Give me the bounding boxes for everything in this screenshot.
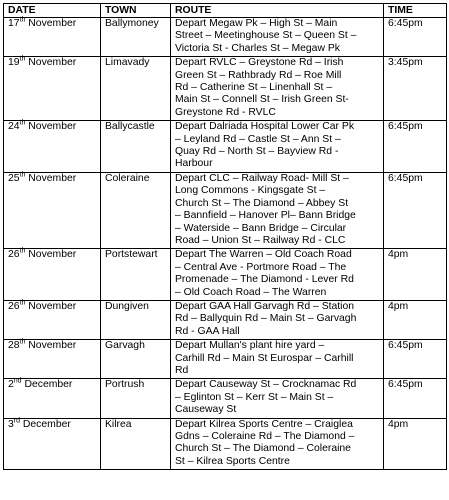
date-suffix: th bbox=[19, 55, 26, 63]
date-day: 28 bbox=[8, 340, 20, 352]
route-line: Carhill Rd – Main St Eurospar – Carhill bbox=[175, 352, 354, 364]
date-day: 25 bbox=[8, 172, 20, 184]
route-line: Depart Kilrea Sports Centre – Craiglea bbox=[175, 418, 353, 430]
table-row bbox=[4, 121, 447, 173]
town-cell: Limavady bbox=[101, 57, 171, 121]
date-month: December bbox=[21, 379, 73, 391]
time-cell: 6:45pm bbox=[384, 121, 447, 173]
route-line: Depart RVLC – Greystone Rd – Irish bbox=[175, 57, 344, 69]
route-line: Causeway St bbox=[175, 404, 237, 416]
time-cell: 6:45pm bbox=[384, 18, 447, 57]
town-cell: Coleraine bbox=[101, 172, 171, 248]
route-line: Street – Meetinghouse St – Queen St – bbox=[175, 30, 357, 42]
table-row bbox=[4, 172, 447, 248]
date-day: 17 bbox=[8, 18, 20, 29]
date-month: November bbox=[25, 57, 77, 69]
route-table bbox=[3, 3, 447, 470]
route-line: Rd – Catherine St – Linenhall St – bbox=[175, 82, 333, 94]
route-line: Depart GAA Hall Garvagh Rd – Station bbox=[175, 300, 355, 312]
route-line: Green St – Rathbrady Rd – Roe Mill bbox=[175, 69, 342, 81]
date-month: November bbox=[25, 249, 77, 261]
route-cell bbox=[171, 300, 384, 339]
route-line: St – Kilrea Sports Centre bbox=[175, 455, 290, 467]
table-row bbox=[4, 249, 447, 301]
date-month: November bbox=[25, 18, 77, 29]
date-month: December bbox=[20, 418, 71, 430]
route-line: Depart Causeway St – Crocknamac Rd bbox=[175, 379, 357, 391]
route-line: – Bannfield – Hanover Pl– Bann Bridge bbox=[175, 210, 356, 222]
date-cell bbox=[4, 18, 101, 57]
date-month: November bbox=[25, 121, 77, 133]
route-line: Long Commons - Kingsgate St – bbox=[175, 185, 326, 197]
date-suffix: th bbox=[19, 16, 26, 24]
route-line: Church St – The Diamond – Abbey St bbox=[175, 197, 349, 209]
date-month: November bbox=[25, 300, 77, 312]
header-time: TIME bbox=[384, 4, 447, 18]
route-line: Road – Union St – Railway Rd - CLC bbox=[175, 234, 346, 246]
date-suffix: th bbox=[19, 119, 26, 127]
time-cell: 3:45pm bbox=[384, 57, 447, 121]
table-row bbox=[4, 18, 447, 57]
date-month: November bbox=[25, 340, 77, 352]
header-town: TOWN bbox=[101, 4, 171, 18]
route-line: Quay Rd – North St – Bayview Rd - bbox=[175, 146, 339, 158]
time-cell: 6:45pm bbox=[384, 172, 447, 248]
route-cell bbox=[171, 249, 384, 301]
town-cell: Portstewart bbox=[101, 249, 171, 301]
route-line: Depart The Warren – Old Coach Road bbox=[175, 249, 352, 261]
town-cell: Ballymoney bbox=[101, 18, 171, 57]
date-cell bbox=[4, 340, 101, 379]
date-suffix: th bbox=[19, 247, 26, 255]
time-cell: 4pm bbox=[384, 300, 447, 339]
route-line: Victoria St - Charles St – Megaw Pk bbox=[175, 42, 340, 54]
header-row bbox=[4, 4, 447, 18]
route-line: Rd bbox=[175, 364, 189, 376]
route-line: Depart Mullan's plant hire yard – bbox=[175, 340, 325, 352]
table-row bbox=[4, 57, 447, 121]
route-line: – Leyland Rd – Castle St – Ann St – bbox=[175, 133, 341, 145]
date-cell bbox=[4, 121, 101, 173]
route-schedule bbox=[3, 3, 446, 470]
route-cell bbox=[171, 121, 384, 173]
route-line: – Central Ave - Portmore Road – The bbox=[175, 261, 347, 273]
date-cell bbox=[4, 300, 101, 339]
route-cell bbox=[171, 340, 384, 379]
date-cell bbox=[4, 57, 101, 121]
route-line: Depart Megaw Pk – High St – Main bbox=[175, 18, 338, 29]
route-line: Gdns – Coleraine Rd – The Diamond – bbox=[175, 431, 355, 442]
date-day: 26 bbox=[8, 300, 20, 312]
time-cell: 4pm bbox=[384, 249, 447, 301]
time-cell: 6:45pm bbox=[384, 340, 447, 379]
route-line: Rd - GAA Hall bbox=[175, 325, 240, 337]
date-day: 24 bbox=[8, 121, 20, 133]
route-cell bbox=[171, 418, 384, 470]
route-line: Promenade – The Diamond - Lever Rd bbox=[175, 274, 354, 286]
date-cell bbox=[4, 379, 101, 418]
town-cell: Kilrea bbox=[101, 418, 171, 470]
table-body bbox=[4, 18, 447, 470]
route-line: – Eglinton St – Kerr St – Main St – bbox=[175, 391, 334, 403]
route-cell bbox=[171, 379, 384, 418]
time-cell: 6:45pm bbox=[384, 379, 447, 418]
route-line: Church St – The Diamond – Coleraine bbox=[175, 443, 351, 455]
route-line: – Old Coach Road – The Warren bbox=[175, 286, 327, 298]
town-cell: Ballycastle bbox=[101, 121, 171, 173]
route-line: Main St – Connell St – Irish Green St- bbox=[175, 94, 349, 106]
date-day: 3 bbox=[8, 418, 14, 430]
date-day: 26 bbox=[8, 249, 20, 261]
route-cell bbox=[171, 172, 384, 248]
route-line: Rd – Ballyquin Rd – Main St – Garvagh bbox=[175, 313, 357, 325]
header-date: DATE bbox=[4, 4, 101, 18]
town-cell: Garvagh bbox=[101, 340, 171, 379]
table-row bbox=[4, 300, 447, 339]
date-suffix: rd bbox=[13, 417, 21, 425]
date-day: 19 bbox=[8, 57, 20, 69]
route-cell bbox=[171, 57, 384, 121]
table-row bbox=[4, 379, 447, 418]
date-suffix: nd bbox=[13, 377, 22, 385]
town-cell: Portrush bbox=[101, 379, 171, 418]
table-row bbox=[4, 418, 447, 470]
time-cell: 4pm bbox=[384, 418, 447, 470]
route-line: Depart CLC – Railway Road- Mill St – bbox=[175, 172, 349, 184]
header-route: ROUTE bbox=[171, 4, 384, 18]
date-month: November bbox=[25, 172, 77, 184]
town-cell: Dungiven bbox=[101, 300, 171, 339]
date-cell bbox=[4, 418, 101, 470]
route-line: – Waterside – Bann Bridge – Circular bbox=[175, 222, 347, 234]
route-line: Greystone Rd - RVLC bbox=[175, 106, 276, 118]
date-cell bbox=[4, 172, 101, 248]
table-row bbox=[4, 340, 447, 379]
date-day: 2 bbox=[8, 379, 14, 391]
date-cell bbox=[4, 249, 101, 301]
date-suffix: th bbox=[19, 171, 26, 179]
route-cell bbox=[171, 18, 384, 57]
route-line: Harbour bbox=[175, 158, 213, 170]
date-suffix: th bbox=[19, 338, 26, 346]
route-line: Depart Dalriada Hospital Lower Car Pk bbox=[175, 121, 355, 133]
date-suffix: th bbox=[19, 299, 26, 307]
